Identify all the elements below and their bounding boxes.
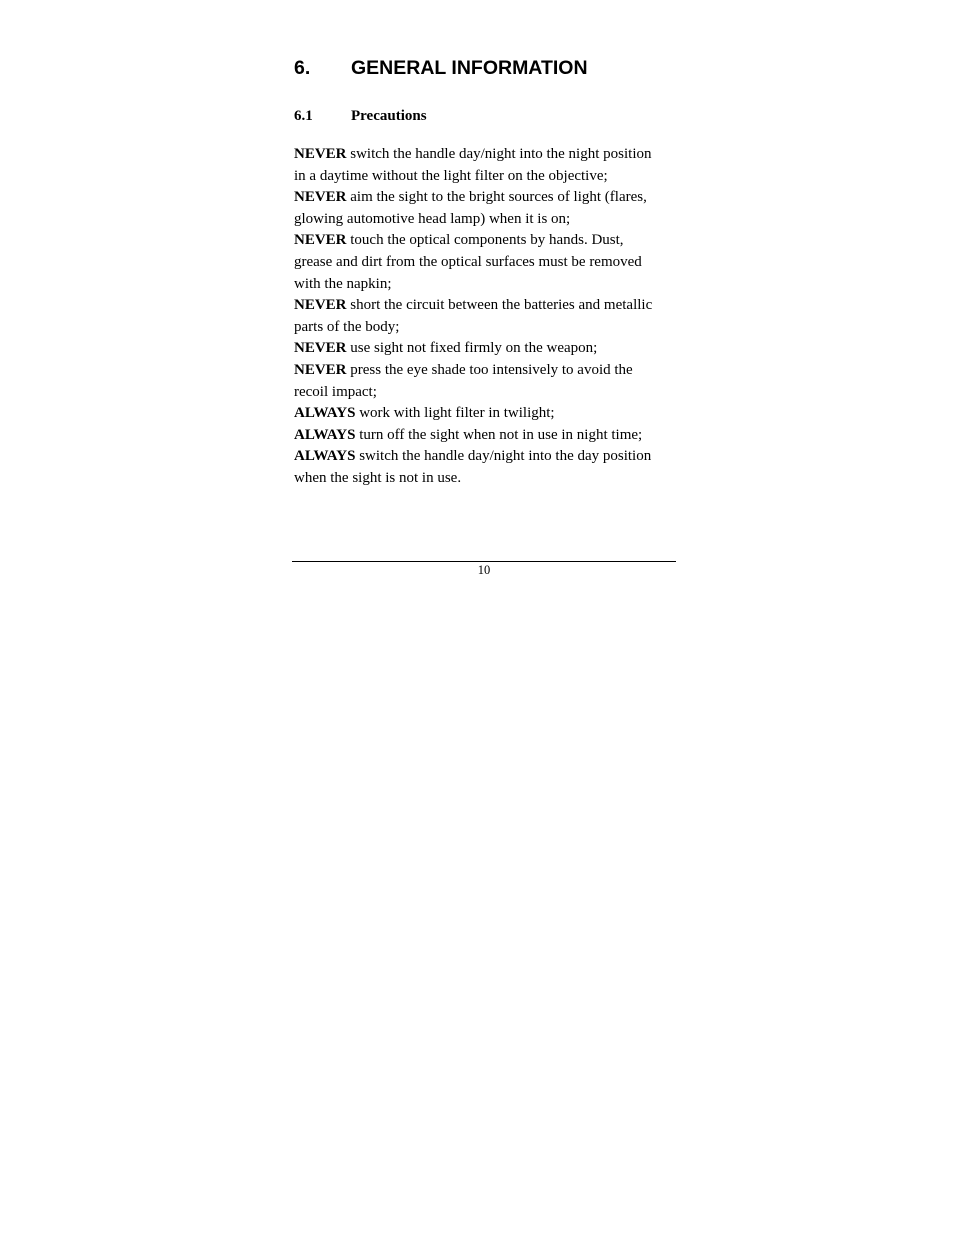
precaution-line: recoil impact; xyxy=(294,383,377,400)
precaution-keyword: ALWAYS xyxy=(294,405,356,422)
precaution-line xyxy=(294,295,679,317)
precaution-keyword: NEVER xyxy=(294,361,347,378)
subsection-number: 6.1 xyxy=(294,108,313,124)
precaution-keyword: NEVER xyxy=(294,189,347,206)
precautions-list xyxy=(294,144,679,490)
precaution-line xyxy=(294,230,679,252)
precaution-keyword: ALWAYS xyxy=(294,448,356,465)
precaution-line xyxy=(294,446,679,468)
precaution-line xyxy=(294,338,679,360)
section-number: 6. xyxy=(294,57,311,79)
section-title: GENERAL INFORMATION xyxy=(351,57,588,79)
precaution-line xyxy=(294,425,679,447)
subsection-heading xyxy=(294,106,427,126)
precaution-line xyxy=(294,187,679,209)
precaution-text: aim the sight to the bright sources of light (flares, xyxy=(346,189,647,206)
precaution-text: touch the optical components by hands. Dust, xyxy=(346,232,624,249)
precaution-text: switch the handle day/night into the night position xyxy=(346,146,652,162)
page-number: 10 xyxy=(477,563,491,577)
section-heading xyxy=(294,56,588,80)
precaution-text: press the eye shade too intensively to avoid the xyxy=(346,361,633,378)
precaution-text: short the circuit between the batteries and metallic xyxy=(346,297,653,314)
precaution-line: grease and dirt from the optical surfaces must be removed xyxy=(294,253,642,270)
precaution-keyword: NEVER xyxy=(294,146,347,162)
precaution-text: work with light filter in twilight; xyxy=(355,405,555,422)
precaution-line xyxy=(294,360,679,382)
precaution-text: use sight not fixed firmly on the weapon; xyxy=(346,340,598,357)
precaution-line: when the sight is not in use. xyxy=(294,469,462,486)
precaution-line: with the napkin; xyxy=(294,275,392,292)
precaution-line xyxy=(294,403,679,425)
precaution-line xyxy=(294,144,679,166)
precaution-keyword: NEVER xyxy=(294,340,347,357)
precaution-line: in a daytime without the light filter on the objective; xyxy=(294,167,608,184)
precaution-line: glowing automotive head lamp) when it is on; xyxy=(294,210,571,227)
subsection-title: Precautions xyxy=(351,108,427,124)
precaution-text: turn off the sight when not in use in night time; xyxy=(355,426,643,443)
precaution-keyword: NEVER xyxy=(294,232,347,249)
precaution-text: switch the handle day/night into the day position xyxy=(355,448,652,465)
precaution-line: parts of the body; xyxy=(294,318,400,335)
precaution-keyword: ALWAYS xyxy=(294,426,356,443)
precaution-keyword: NEVER xyxy=(294,297,347,314)
